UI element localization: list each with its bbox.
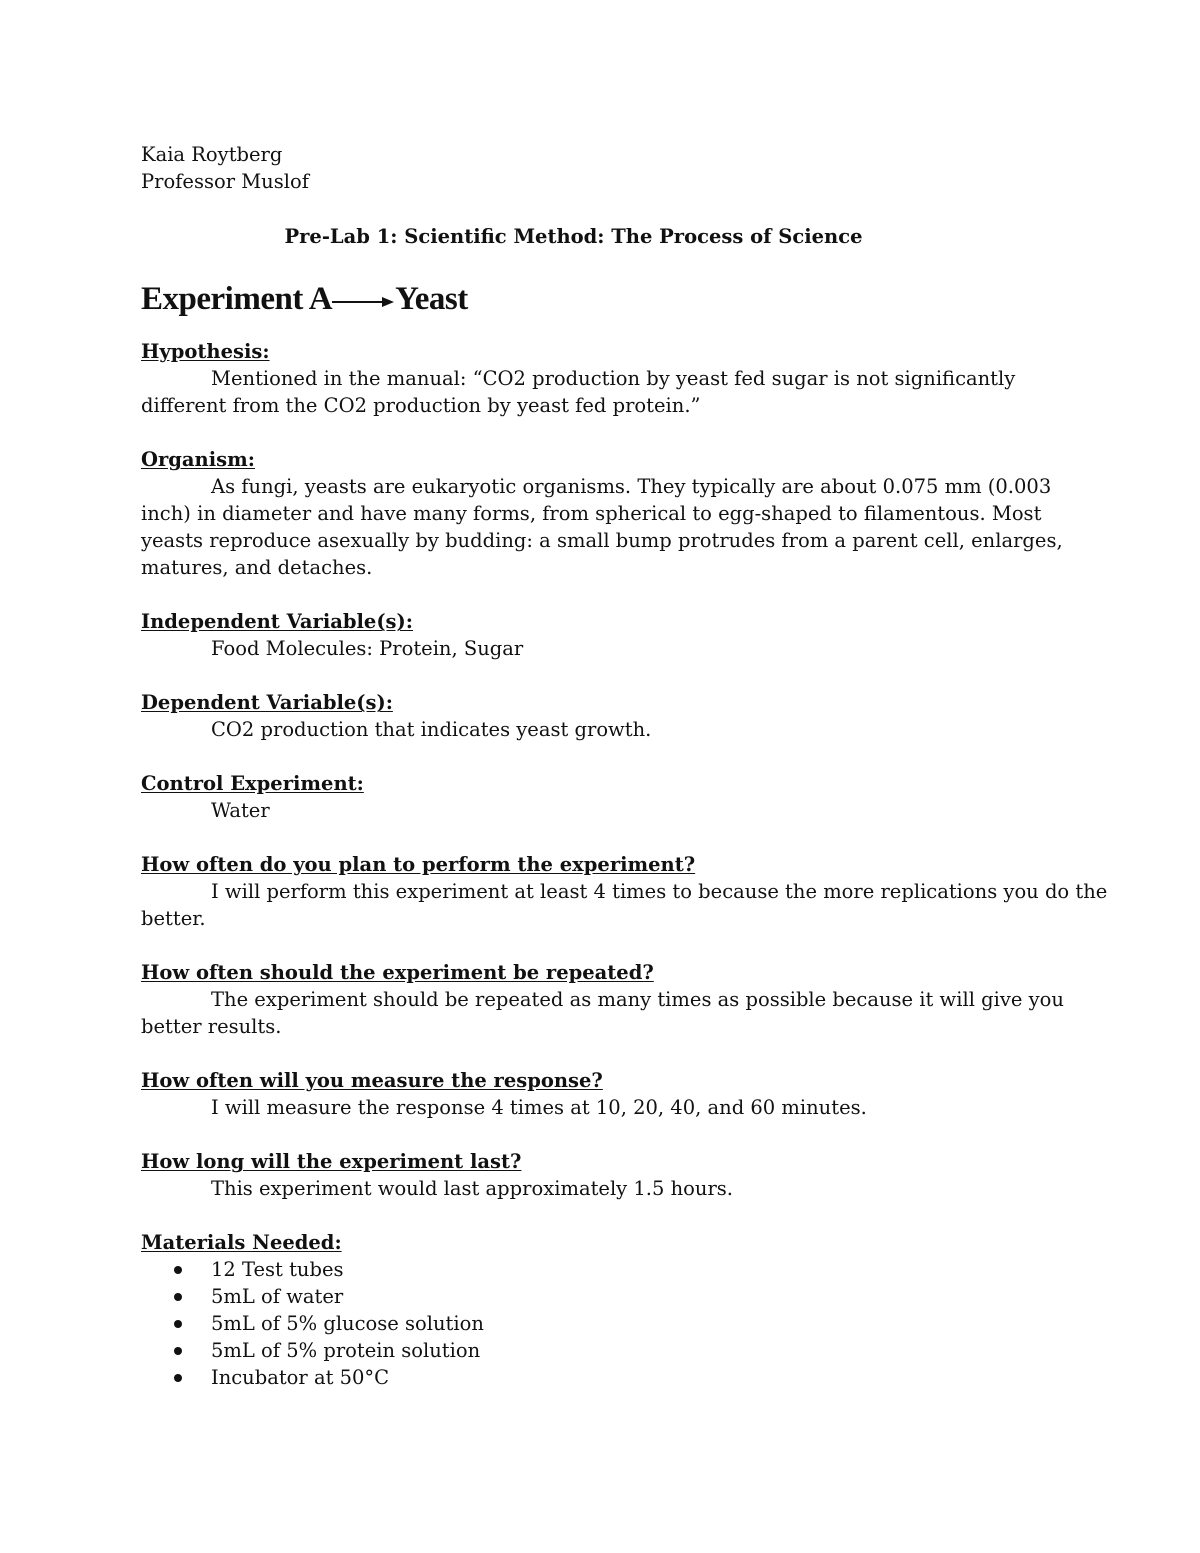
materials-item-text: 12 Test tubes bbox=[211, 1258, 344, 1282]
organism-line-3: yeasts reproduce asexually by budding: a small bump protrudes from a parent cell, enlarges, bbox=[141, 529, 1063, 553]
document-page bbox=[141, 141, 1108, 1391]
professor-name: Professor Muslof bbox=[141, 170, 309, 193]
perform-frequency-label: How often do you plan to perform the experiment? bbox=[141, 853, 696, 877]
materials-list-item bbox=[141, 1364, 1061, 1391]
materials-item-text: 5mL of water bbox=[211, 1285, 344, 1309]
bullet-icon bbox=[174, 1320, 182, 1328]
dependent-variable-label: Dependent Variable(s): bbox=[141, 691, 393, 715]
right-arrow-icon bbox=[332, 278, 394, 318]
materials-list-item bbox=[141, 1310, 1061, 1337]
control-experiment-section bbox=[141, 770, 1061, 824]
bullet-icon bbox=[174, 1374, 182, 1382]
materials-list-item bbox=[141, 1337, 1061, 1364]
experiment-heading bbox=[141, 279, 1061, 321]
control-experiment-text: Water bbox=[211, 799, 270, 823]
materials-item-text: 5mL of 5% protein solution bbox=[211, 1339, 481, 1363]
perform-frequency-line-1: I will perform this experiment at least 4 times to because the more replications you do the bbox=[211, 880, 1108, 904]
hypothesis-line-2: different from the CO2 production by yeast fed protein.” bbox=[141, 394, 701, 418]
student-name: Kaia Roytberg bbox=[141, 143, 283, 166]
repeat-frequency-line-1: The experiment should be repeated as many times as possible because it will give you bbox=[211, 988, 1064, 1012]
organism-label: Organism: bbox=[141, 448, 255, 472]
duration-label: How long will the experiment last? bbox=[141, 1150, 522, 1174]
independent-variable-section bbox=[141, 608, 1061, 662]
materials-label: Materials Needed: bbox=[141, 1231, 342, 1255]
materials-list-item bbox=[141, 1256, 1061, 1283]
measure-frequency-label: How often will you measure the response? bbox=[141, 1069, 603, 1093]
repeat-frequency-line-2: better results. bbox=[141, 1015, 282, 1039]
bullet-icon bbox=[174, 1347, 182, 1355]
organism-section bbox=[141, 446, 1061, 581]
control-experiment-label: Control Experiment: bbox=[141, 772, 364, 796]
materials-list-item bbox=[141, 1283, 1061, 1310]
materials-list bbox=[141, 1256, 1061, 1391]
organism-line-4: matures, and detaches. bbox=[141, 556, 373, 580]
perform-frequency-section bbox=[141, 851, 1108, 932]
organism-line-1: As fungi, yeasts are eukaryotic organisms. They typically are about 0.075 mm (0.003 bbox=[211, 475, 1052, 499]
hypothesis-section bbox=[141, 338, 1061, 419]
measure-frequency-text: I will measure the response 4 times at 10, 20, 40, and 60 minutes. bbox=[211, 1096, 867, 1120]
dependent-variable-section bbox=[141, 689, 1061, 743]
bullet-icon bbox=[174, 1293, 182, 1301]
materials-item-text: 5mL of 5% glucose solution bbox=[211, 1312, 484, 1336]
independent-variable-text: Food Molecules: Protein, Sugar bbox=[211, 637, 524, 661]
independent-variable-label: Independent Variable(s): bbox=[141, 610, 413, 634]
perform-frequency-line-2: better. bbox=[141, 907, 206, 931]
repeat-frequency-section bbox=[141, 959, 1064, 1040]
duration-text: This experiment would last approximately 1.5 hours. bbox=[211, 1177, 733, 1201]
dependent-variable-text: CO2 production that indicates yeast growth. bbox=[211, 718, 652, 742]
duration-section bbox=[141, 1148, 1061, 1202]
hypothesis-line-1: Mentioned in the manual: “CO2 production by yeast fed sugar is not significantly bbox=[211, 367, 1016, 391]
document-title: Pre-Lab 1: Scientific Method: The Process of Science bbox=[284, 225, 863, 248]
experiment-heading-right: Yeast bbox=[395, 281, 468, 317]
organism-line-2: inch) in diameter and have many forms, from spherical to egg-shaped to filamentous. Most bbox=[141, 502, 1042, 526]
measure-frequency-section bbox=[141, 1067, 1061, 1121]
experiment-heading-left: Experiment A bbox=[141, 281, 333, 317]
materials-item-text: Incubator at 50°C bbox=[211, 1366, 390, 1390]
hypothesis-label: Hypothesis: bbox=[141, 340, 270, 364]
materials-section bbox=[141, 1229, 1061, 1391]
repeat-frequency-label: How often should the experiment be repeated? bbox=[141, 961, 654, 985]
bullet-icon bbox=[174, 1266, 182, 1274]
